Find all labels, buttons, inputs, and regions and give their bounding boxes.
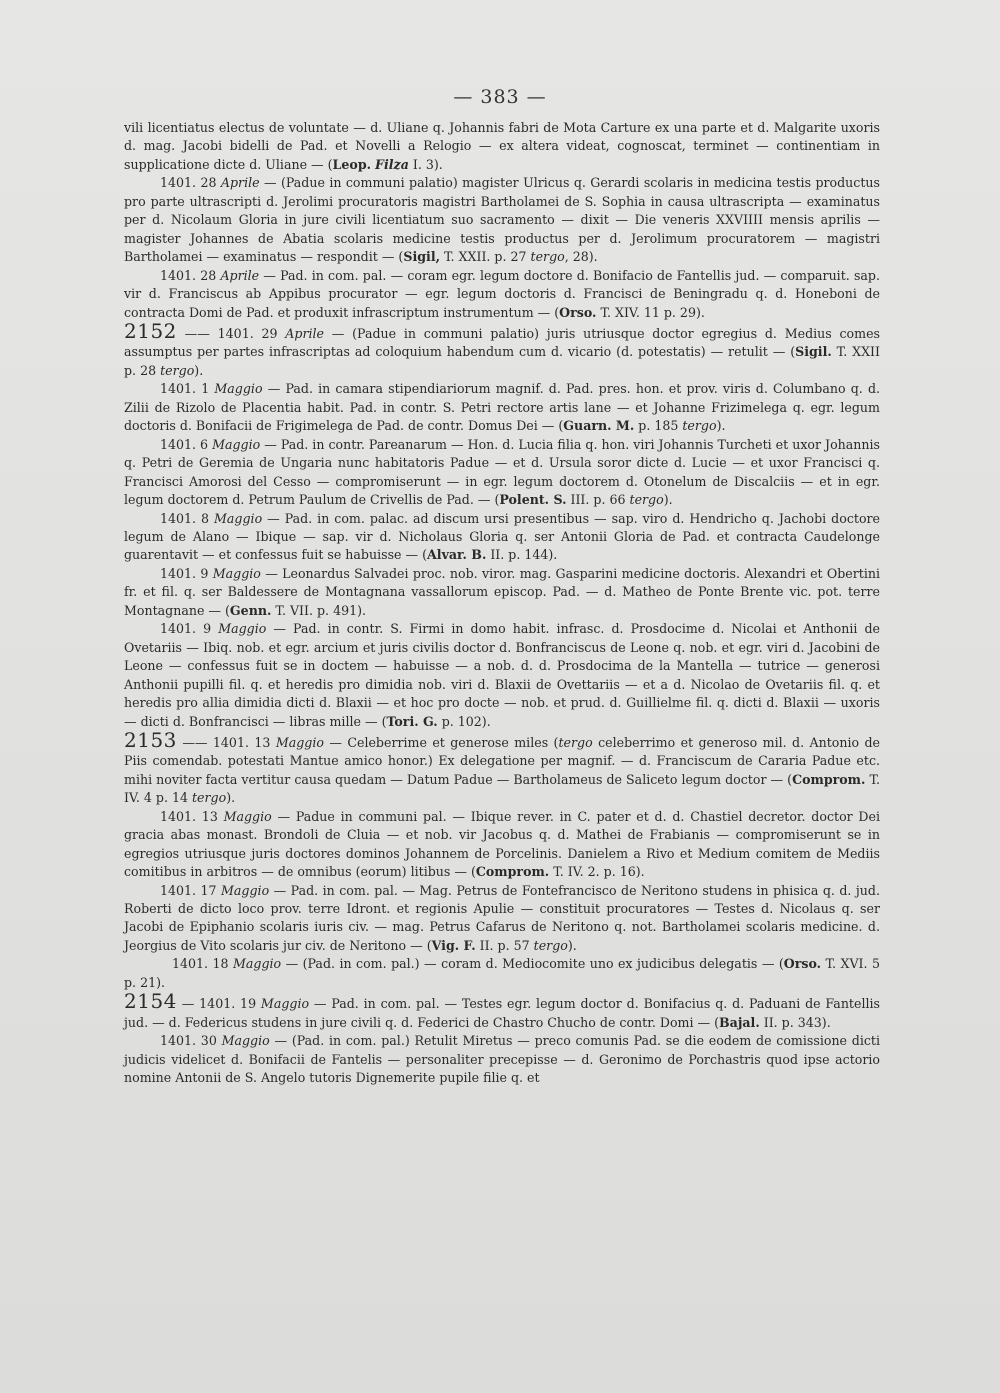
paragraph: [124, 267, 880, 322]
paragraph: [124, 436, 880, 510]
text-run: —— 1401. 29: [176, 325, 286, 341]
text-run: ).: [194, 362, 204, 378]
italic-term: Maggio: [260, 996, 310, 1012]
text-run: 1401. 28: [160, 267, 221, 283]
italic-term: tergo: [530, 249, 565, 265]
text-run: p. 185: [634, 418, 683, 434]
text-run: 1401. 13: [160, 808, 224, 824]
source-reference: Comprom.: [792, 771, 866, 787]
source-reference: Genn.: [229, 602, 272, 618]
text-run: II. p. 57: [475, 937, 534, 953]
source-reference: Polent. S.: [499, 492, 567, 508]
text-run: — (Padue in communi palatio) juris utriusque doctor egregius d. Medius comes assumptus per partes infrascriptas ad coloquium habendum cum d. vicario (d. potestatis) — retulit — (: [124, 325, 880, 360]
italic-term: Aprile: [220, 175, 260, 191]
text-run: — Pad. in com. palac. ad discum ursi presentibus — sap. viro d. Hendricho q. Jachobi doctore legum de Alano — Ibique — sap. vir d. Nicholaus Gloria q. ser Antonii Gloria de Pad. et contracta Caudelonge guarentavit — et confessus fuit se habuisse — (: [124, 510, 880, 563]
paragraph: [124, 510, 880, 565]
text-run: 1401. 1: [160, 381, 215, 397]
paragraph: [124, 882, 880, 956]
text-run: — Padue in communi pal. — Ibique rever. in C. pater et d. d. Chastiel decretor. doctor Dei gracia abas monast. Brondoli de Cluia — et nob. vir Jacobus q. d. Mathei de Frabianis — compromiserunt se in egregios utriusque juris doctores dominos Johannem de Porcelinis. Danielem a Rivo et Medium comitem de Mediis comitibus in arbitros — de omnibus (eorum) litibus — (: [124, 808, 880, 880]
text-run: — Pad. in com. pal. — Testes egr. legum doctor d. Bonifacius q. d. Paduani de Fantellis jud. — d. Federicus studens in jure civili q. d. Federici de Chastro Chucho de contr. Domi — (: [124, 996, 880, 1030]
document-number: 2152: [124, 318, 177, 343]
paragraph: [124, 1032, 880, 1087]
text-run: 1401. 30: [160, 1033, 222, 1049]
source-reference: Leop.: [332, 156, 372, 172]
text-run: II. p. 343).: [759, 1014, 831, 1030]
source-reference: Comprom.: [475, 864, 550, 880]
text-run: vili licentiatus electus de voluntate — d. Uliane q. Johannis fabri de Mota Carture ex una parte et d. Malgarite uxoris d. mag. Jacobi bidelli de Pad. et Novelli a Relogio — ex altera videat, cognoscat, terminet — continentiam in supplicatione dicte d. Uliane — (: [124, 120, 880, 172]
text-run: II. p. 144).: [486, 547, 558, 563]
paragraph: [124, 565, 880, 620]
text-run: — Pad. in camara stipendiariorum magnif. d. Pad. pres. hon. et prov. viris d. Columbano q. d. Zilii de Rizolo de Placentia habit. Pad. in contr. S. Petri rectore artis lane — et Johanne Frizimelega q. egr. legum doctoris d. Bonifacii de Frigimelega de Pad. de contr. Domus Dei — (: [124, 381, 881, 434]
text-run: T. XXII p. 28: [124, 344, 880, 378]
italic-term: Aprile: [220, 267, 260, 283]
italic-term: Maggio: [212, 436, 261, 452]
text-run: — (Padue in communi palatio) magister Ulricus q. Gerardi scolaris in medicina testis productus pro parte ultrascripti d. Jerolimi procuratoris magistri Bartholamei de S. Sophia in causa ultrascripta — examinatus per d. Nicolaum Gloria in jure civili licentiatum suo sacramento — dixit — Die veneris XXVIIII mensis aprilis — magister Johannes de Abatia scolaris medicine testis productus per d. Jerolimum procuratorem — magistri Bartholamei — examinatus — respondit — (: [124, 175, 880, 265]
text-run: ).: [226, 790, 236, 806]
text-run: — Pad. in contr. S. Firmi in domo habit. infrasc. d. Prosdocime d. Nicolai et Anthonii de Ovetariis — Ibiq. nob. et egr. arcium et juris civilis doctor d. Bonfranciscus de Leone q. nob. et egr. viri d. Jacobini de Leone — confessus fuit se in doctem — habuisse — a nob. d. d. Prosdocima de la Mantella — tutrice — generosi Anthonii pupilli fil. q. et heredis pro dimidia nob. viri d. Blaxii de Ovettariis — et a d. Nicolao de Ovetariis fil. q. et heredis pro allia dimidia dicti d. Blaxii — et hoc pro docte — nob. et prud. d. Guillielme fil. q. dicti d. Blaxii — uxoris — dicti d. Bonfrancisci — libras mille — (: [124, 621, 880, 729]
document-number: 2154: [124, 989, 177, 1014]
italic-term: tergo: [682, 418, 717, 434]
paragraph: [124, 808, 880, 882]
italic-term: tergo: [192, 790, 227, 806]
text-run: celeberrimo et generoso mil. d. Antonio de Piis comendab. potestati Mantue amico honor.) Ex delegatione per magnif. — d. Franciscum de Cararia Padue etc. mihi noviter facta vertitur causa quedam — Datum Padue — Bartholameus de Saliceto legum doctor — (: [124, 734, 881, 787]
source-reference: Orso.: [559, 304, 597, 320]
text-run: 1401. 17: [160, 882, 222, 898]
text-run: —— 1401. 13: [176, 734, 276, 750]
text-run: T. IV. 4 p. 14: [124, 771, 880, 806]
italic-term: tergo: [629, 492, 664, 508]
paragraph: [124, 380, 880, 435]
italic-term: tergo: [160, 362, 195, 378]
text-run: 1401. 6: [160, 436, 213, 452]
source-reference: Bajal.: [719, 1014, 760, 1030]
italic-term: Maggio: [212, 565, 261, 581]
text-run: T. VII. p. 491).: [271, 602, 367, 618]
text-run: p. 102).: [437, 713, 491, 729]
text-run: — Celeberrime et generose miles (: [323, 734, 559, 750]
text-run: T. XVI. 5 p. 21).: [124, 956, 880, 990]
italic-term: Maggio: [214, 510, 263, 526]
paragraph: [124, 620, 880, 731]
text-run: — Pad. in contr. Pareanarum — Hon. d. Lucia filia q. hon. viri Johannis Turcheti et uxor Johannis q. Petri de Geremia de Ungaria nunc habitatoris Padue — et d. Ursula soror dicte d. Lucie — et uxor Francisci q. Francisci Amorosi del Cesso — compromiserunt — in egr. legum doctorem d. Otonelum de Discalciis — et in egr. legum doctorem d. Petrum Paulum de Crivellis de Pad. — (: [124, 436, 880, 508]
paragraph: [124, 955, 880, 992]
text-run: — (Pad. in com. pal.) — coram d. Mediocomite uno ex judicibus delegatis — (: [281, 956, 784, 972]
italic-term: tergo: [558, 734, 593, 750]
text-run: , 28).: [564, 249, 598, 265]
text-run: ).: [567, 937, 577, 953]
text-run: 1401. 9: [160, 621, 219, 637]
italic-term: Maggio: [221, 882, 270, 898]
text-run: — (Pad. in com. pal.) Retulit Miretus — preco comunis Pad. se die eodem de comissione dicti judicis videlicet d. Bonifacii de Fantelis — personaliter precepisse — d. Geronimo de Porchastris quod ipse actorio nomine Antonii de S. Angelo tutoris Dignemerite pupile filie q. et: [124, 1033, 880, 1086]
text-run: — Leonardus Salvadei proc. nob. viror. mag. Gasparini medicine doctoris. Alexandri et Obertini fr. et fil. q. ser Baldessere de Montagnana vassallorum episcop. Pad. — d. Matheo de Ponte Brente vic. pot. terre Montagnane — (: [124, 565, 881, 618]
italic-term: Maggio: [275, 734, 324, 750]
text-run: 1401. 18: [172, 956, 233, 972]
source-reference: Guarn. M.: [563, 418, 635, 434]
source-reference: Sigil.: [795, 344, 832, 360]
source-reference: Filza: [375, 156, 409, 172]
paragraph: [124, 318, 880, 380]
paragraph: [124, 989, 880, 1032]
text-run: 1401. 8: [160, 510, 215, 526]
document-number: 2153: [124, 727, 177, 752]
italic-term: Maggio: [218, 621, 267, 637]
italic-term: Aprile: [285, 325, 324, 341]
text-run: — 1401. 19: [176, 996, 261, 1012]
italic-term: tergo: [533, 937, 568, 953]
text-run: 1401. 28: [160, 175, 221, 191]
page-number: — 383 —: [453, 86, 547, 108]
italic-term: Maggio: [221, 1033, 270, 1049]
source-reference: Orso.: [783, 956, 822, 972]
text-run: — Pad. in com. pal. — Mag. Petrus de Fontefrancisco de Neritono studens in phisica q. d. jud. Roberti de dicto loco prov. terre Idront. et regionis Apulie — constituit procuratores — Testes d. Nicolaus q. ser Jacobi de Epiphanio scolaris iuris civ. — mag. Petrus Cafarus de Neritono q. not. Bartholamei scolaris medicine. d. Jeorgius de Vito scolaris jur civ. de Neritono — (: [124, 882, 880, 953]
text-run: — Pad. in com. pal. — coram egr. legum doctore d. Bonifacio de Fantellis jud. — comparuit. sap. vir d. Franciscus ab Appibus procurator — egr. legum doctoris d. Francisci de Beningradu q. d. Honeboni de contracta Domi de Pad. et produxit infrascriptum instrumentum — (: [124, 267, 880, 320]
paragraph: [124, 119, 880, 174]
text-run: I. 3).: [408, 156, 443, 172]
text-run: ).: [663, 492, 673, 508]
source-reference: Vig. F.: [431, 937, 476, 953]
body-text: [124, 119, 880, 1088]
italic-term: Maggio: [223, 808, 272, 824]
text-run: 1401. 9: [160, 565, 213, 581]
italic-term: Maggio: [214, 381, 263, 397]
source-reference: Alvar. B.: [427, 547, 487, 563]
italic-term: Maggio: [232, 956, 282, 972]
text-run: T. XIV. 11 p. 29).: [596, 304, 705, 320]
text-run: T. XXII. p. 27: [439, 249, 531, 265]
text-run: T. IV. 2. p. 16).: [549, 864, 645, 880]
source-reference: Tori. G.: [386, 713, 438, 729]
text-run: ).: [716, 418, 726, 434]
source-reference: Sigil,: [403, 249, 440, 265]
text-run: III. p. 66: [566, 492, 630, 508]
paragraph: [124, 727, 881, 808]
paragraph: [124, 174, 880, 266]
